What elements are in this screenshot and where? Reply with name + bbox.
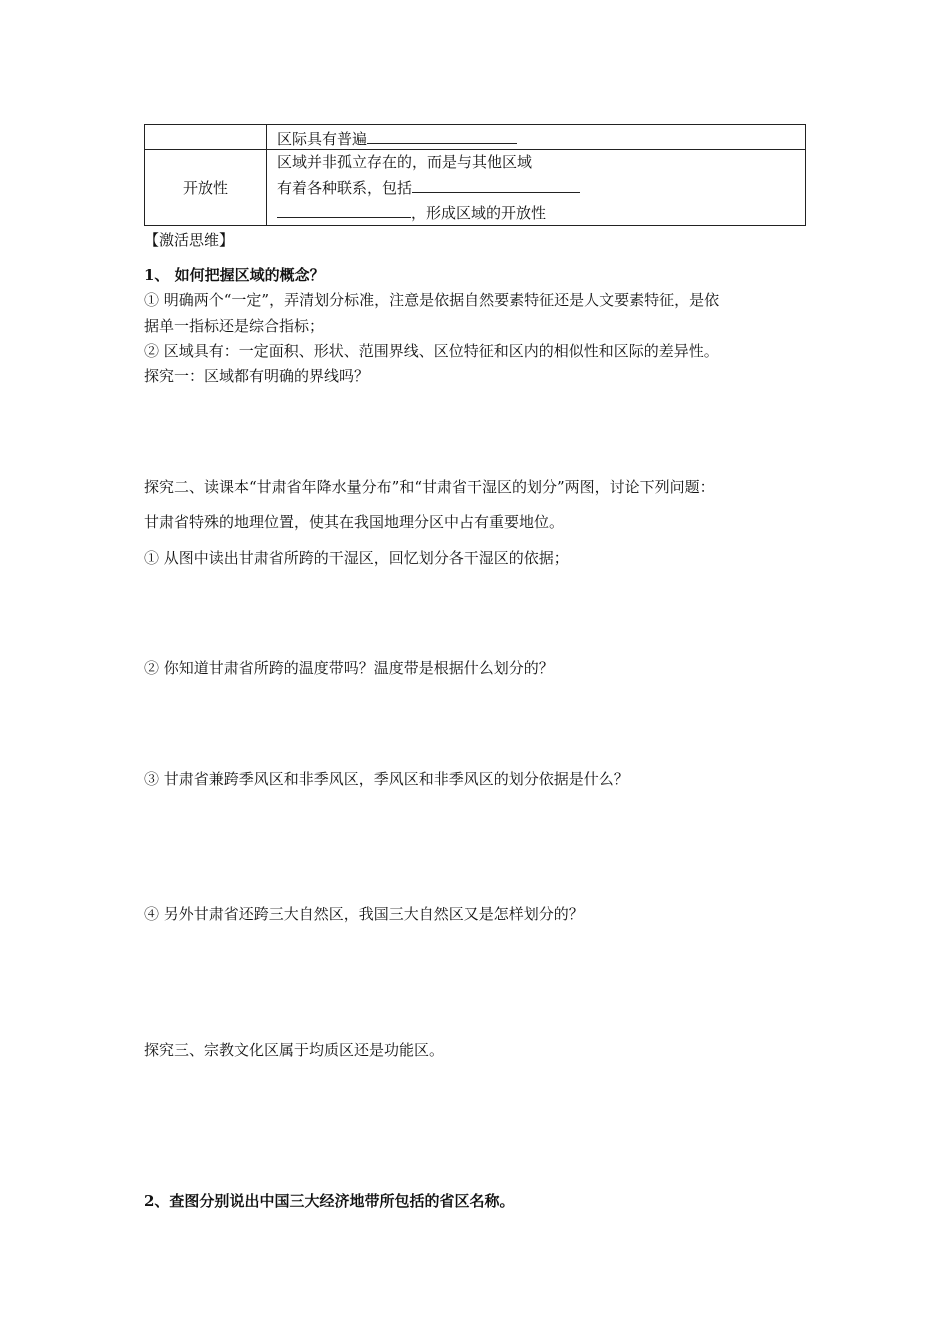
table-cell-label: 开放性 <box>145 150 267 226</box>
question-2-title: 2、查图分别说出中国三大经济地带所包括的省区名称。 <box>144 1192 515 1210</box>
table-row <box>145 125 806 150</box>
explore-2-item: ③ 甘肃省兼跨季风区和非季风区，季风区和非季风区的划分依据是什么？ <box>144 770 629 788</box>
cell-text: 区际具有普遍 <box>277 129 368 148</box>
q1-point-2: ② 区域具有：一定面积、形状、范围界线、区位特征和区内的相似性和区际的差异性。 <box>144 342 719 360</box>
explore-2-item: ① 从图中读出甘肃省所跨的干湿区，回忆划分各干湿区的依据； <box>144 549 569 567</box>
q1-point-1a: ① 明确两个“一定”，弄清划分标准，注意是依据自然要素特征还是人文要素特征，是依 <box>144 291 720 309</box>
region-features-table <box>144 124 806 226</box>
explore-3: 探究三、宗教文化区属于均质区还是功能区。 <box>144 1041 445 1059</box>
table-cell-content <box>267 150 806 226</box>
cell-text: ，形成区域的开放性 <box>411 204 547 222</box>
fill-blank[interactable] <box>412 175 580 193</box>
explore-2-item: ④ 另外甘肃省还跨三大自然区，我国三大自然区又是怎样划分的？ <box>144 905 584 923</box>
explore-2-intro: 甘肃省特殊的地理位置，使其在我国地理分区中占有重要地位。 <box>144 513 565 531</box>
section-header: 【激活思维】 <box>144 231 235 249</box>
cell-line: 区域并非孤立存在的，而是与其他区域 <box>277 153 533 171</box>
cell-line <box>277 175 805 200</box>
q1-point-1b: 据单一指标还是综合指标； <box>144 317 325 335</box>
fill-blank[interactable] <box>367 126 517 144</box>
cell-text: 有着各种联系，包括 <box>277 179 413 197</box>
table-cell-label <box>145 125 267 150</box>
table-cell-content <box>267 125 806 150</box>
question-1-title: 1、 如何把握区域的概念？ <box>144 266 325 284</box>
table-row <box>145 150 806 226</box>
explore-2-title: 探究二、读课本“甘肃省年降水量分布”和“甘肃省干湿区的划分”两图，讨论下列问题： <box>144 478 715 496</box>
explore-1: 探究一：区域都有明确的界线吗？ <box>144 367 370 385</box>
fill-blank[interactable] <box>277 200 411 218</box>
explore-2-item: ② 你知道甘肃省所跨的温度带吗？温度带是根据什么划分的？ <box>144 659 554 677</box>
cell-line <box>277 200 805 225</box>
